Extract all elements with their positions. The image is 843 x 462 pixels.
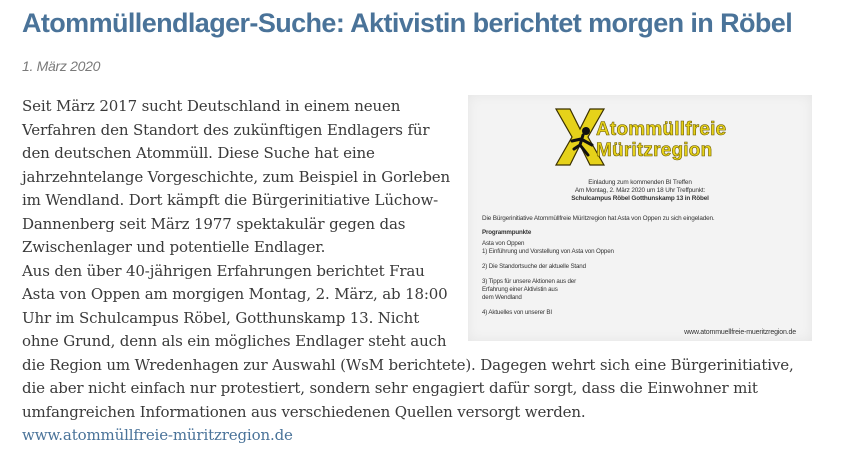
flyer-agenda bbox=[482, 229, 614, 317]
flyer-invite-line3: Schulcampus Röbel Gotthunskamp 13 in Röbel bbox=[571, 195, 709, 202]
flyer-invite-line2: Am Montag, 2. März 2020 um 18 Uhr Treffpunkt: bbox=[574, 187, 706, 194]
article-body bbox=[22, 95, 812, 448]
flyer-url: www.atommuellfreie-mueritzregion.de bbox=[684, 329, 796, 336]
website-link[interactable]: www.atommüllfreie-müritzregion.de bbox=[22, 426, 293, 444]
flyer-agenda-item: 4) Aktuelles von unserer BI bbox=[482, 309, 552, 316]
flyer-agenda-item-cont: dem Wendland bbox=[482, 294, 522, 301]
flyer-agenda-heading: Programmpunkte bbox=[482, 229, 532, 236]
paragraph-intro: Seit März 2017 sucht Deutschland in einem neuen Verfahren den Standort des zukünftigen Endlagers für den deutschen Atommüll. Diese Suche hat eine jahrzehntelange Vorgeschichte, zum Beispiel in Gorleben im Wendland. Dort kämpft die Bürgerinitiative Lüchow-Dannenberg seit März 1977 spektakulär gegen das Zwischenlager und potentielle Endlager. bbox=[22, 97, 451, 256]
flyer-intro: Die Bürgerinitiative Atommüllfreie Müritzregion hat Asta von Oppen zu sich eingeladen. bbox=[482, 215, 715, 222]
paragraph-event: Aus den über 40-jährigen Erfahrungen berichtet Frau Asta von Oppen am morgigen Montag, 2. März, ab 18:00 Uhr im Schulcampus Röbel, Gotthunskamp 13. Nicht ohne Grund, denn als ein mögliches Endlager steht auch die Region um Wredenhagen zur Auswahl (WsM berichtete). Dagegen wehrt sich eine Bürgerinitiative, die aber nicht einfach nur protestiert, sondern sehr engagiert dafür sorgt, dass die Einwohner mit umfangreichen Informationen aus verschiedenen Quellen versorgt werden. bbox=[22, 261, 794, 421]
flyer-agenda-item: 1) Einführung und Vorstellung von Asta von Oppen bbox=[482, 248, 614, 255]
flyer-name-line2: Müritzregion bbox=[596, 140, 713, 161]
flyer-org-name bbox=[596, 119, 726, 161]
flyer-agenda-item-cont: Erfahrung einer Aktivistin aus bbox=[482, 286, 558, 293]
flyer-agenda-item: 3) Tipps für unsere Aktionen aus der bbox=[482, 278, 577, 285]
flyer-agenda-item: 2) Die Standortsuche der aktuelle Stand bbox=[482, 263, 586, 270]
flyer-image bbox=[468, 95, 812, 341]
flyer-agenda-speaker: Asta von Oppen bbox=[482, 240, 525, 247]
flyer-name-line1: Atommüllfreie bbox=[596, 119, 727, 140]
flyer-invitation bbox=[468, 179, 812, 203]
post-date: 1. März 2020 bbox=[22, 58, 101, 74]
page-title: Atommüllendlager-Suche: Aktivistin berichtet morgen in Röbel bbox=[22, 8, 793, 38]
flyer-invite-line1: Einladung zum kommenden BI Treffen bbox=[588, 179, 692, 186]
